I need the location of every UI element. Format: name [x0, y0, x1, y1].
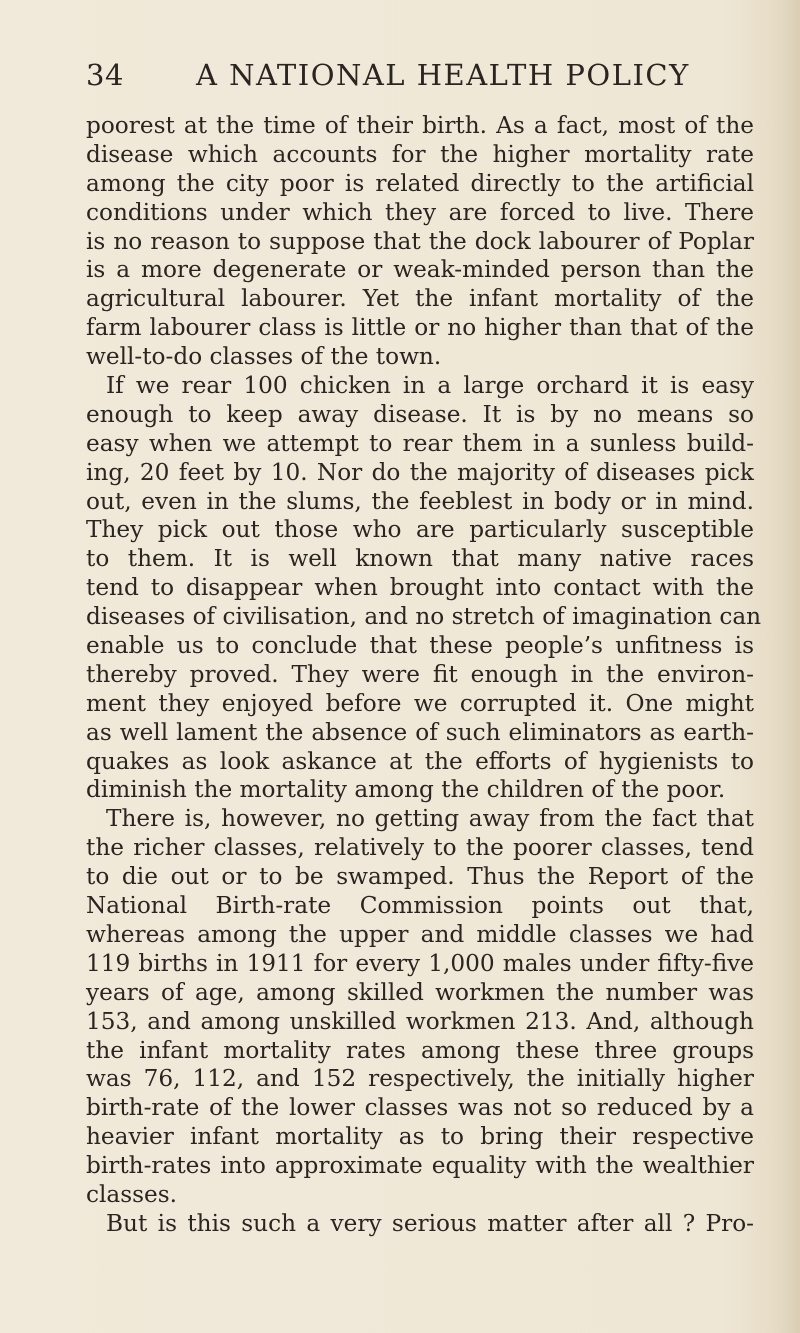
- text-line: the richer classes, relatively to the poorer classes, tend: [86, 834, 754, 862]
- text-line: They pick out those who are particularly susceptible: [86, 516, 754, 544]
- text-line: diseases of civilisation, and no stretch of imagination can: [86, 603, 762, 631]
- text-line: But is this such a very serious matter after all ? Pro-: [106, 1209, 754, 1237]
- text-line: among the city poor is related directly to the artificial: [86, 169, 754, 197]
- text-line: heavier infant mortality as to bring their respective: [86, 1123, 754, 1151]
- text-line: whereas among the upper and middle classes we had: [86, 920, 754, 948]
- text-line: ing, 20 feet by 10. Nor do the majority of diseases pick: [86, 458, 754, 486]
- page-header: [86, 58, 754, 98]
- text-line: to die out or to be swamped. Thus the Report of the: [86, 863, 754, 891]
- text-line: diminish the mortality among the children of the poor.: [86, 776, 726, 804]
- running-head: A NATIONAL HEALTH POLICY: [196, 58, 690, 92]
- text-line: quakes as look askance at the efforts of hygienists to: [86, 747, 754, 775]
- text-line: is a more degenerate or weak-minded person than the: [86, 256, 754, 284]
- text-line: easy when we attempt to rear them in a sunless build-: [86, 429, 754, 457]
- page-number: 34: [86, 58, 124, 92]
- text-line: 119 births in 1911 for every 1,000 males under fifty-five: [86, 949, 754, 977]
- text-line: thereby proved. They were fit enough in the environ-: [86, 660, 754, 688]
- text-line: is no reason to suppose that the dock labourer of Poplar: [86, 227, 754, 255]
- text-line: conditions under which they are forced to live. There: [86, 198, 754, 226]
- text-line: If we rear 100 chicken in a large orchard it is easy: [106, 372, 754, 400]
- text-line: birth-rates into approximate equality with the wealthier: [86, 1152, 754, 1180]
- text-line: poorest at the time of their birth. As a fact, most of the: [86, 112, 754, 139]
- text-line: ment they enjoyed before we corrupted it. One might: [86, 689, 754, 717]
- text-line: tend to disappear when brought into contact with the: [86, 574, 754, 602]
- text-line: the infant mortality rates among these three groups: [86, 1036, 754, 1064]
- text-line: disease which accounts for the higher mortality rate: [86, 140, 754, 168]
- body-text: [86, 112, 762, 1239]
- text-line: years of age, among skilled workmen the number was: [86, 978, 754, 1006]
- text-line: There is, however, no getting away from the fact that: [106, 805, 754, 833]
- text-line: out, even in the slums, the feeblest in body or in mind.: [86, 487, 754, 515]
- text-line: enough to keep away disease. It is by no means so: [86, 400, 754, 428]
- text-line: 153, and among unskilled workmen 213. And, although: [86, 1007, 754, 1035]
- text-line: agricultural labourer. Yet the infant mortality of the: [86, 285, 754, 313]
- text-line: as well lament the absence of such eliminators as earth-: [86, 718, 754, 746]
- text-line: was 76, 112, and 152 respectively, the initially higher: [86, 1065, 754, 1093]
- text-line: classes.: [86, 1180, 178, 1208]
- text-line: birth-rate of the lower classes was not so reduced by a: [86, 1094, 754, 1122]
- text-line: farm labourer class is little or no higher than that of the: [86, 314, 754, 342]
- text-line: enable us to conclude that these people’s unfitness is: [86, 632, 754, 660]
- text-line: to them. It is well known that many native races: [86, 545, 754, 573]
- text-line: well-to-do classes of the town.: [86, 343, 442, 371]
- text-line: National Birth-rate Commission points out that,: [86, 892, 754, 920]
